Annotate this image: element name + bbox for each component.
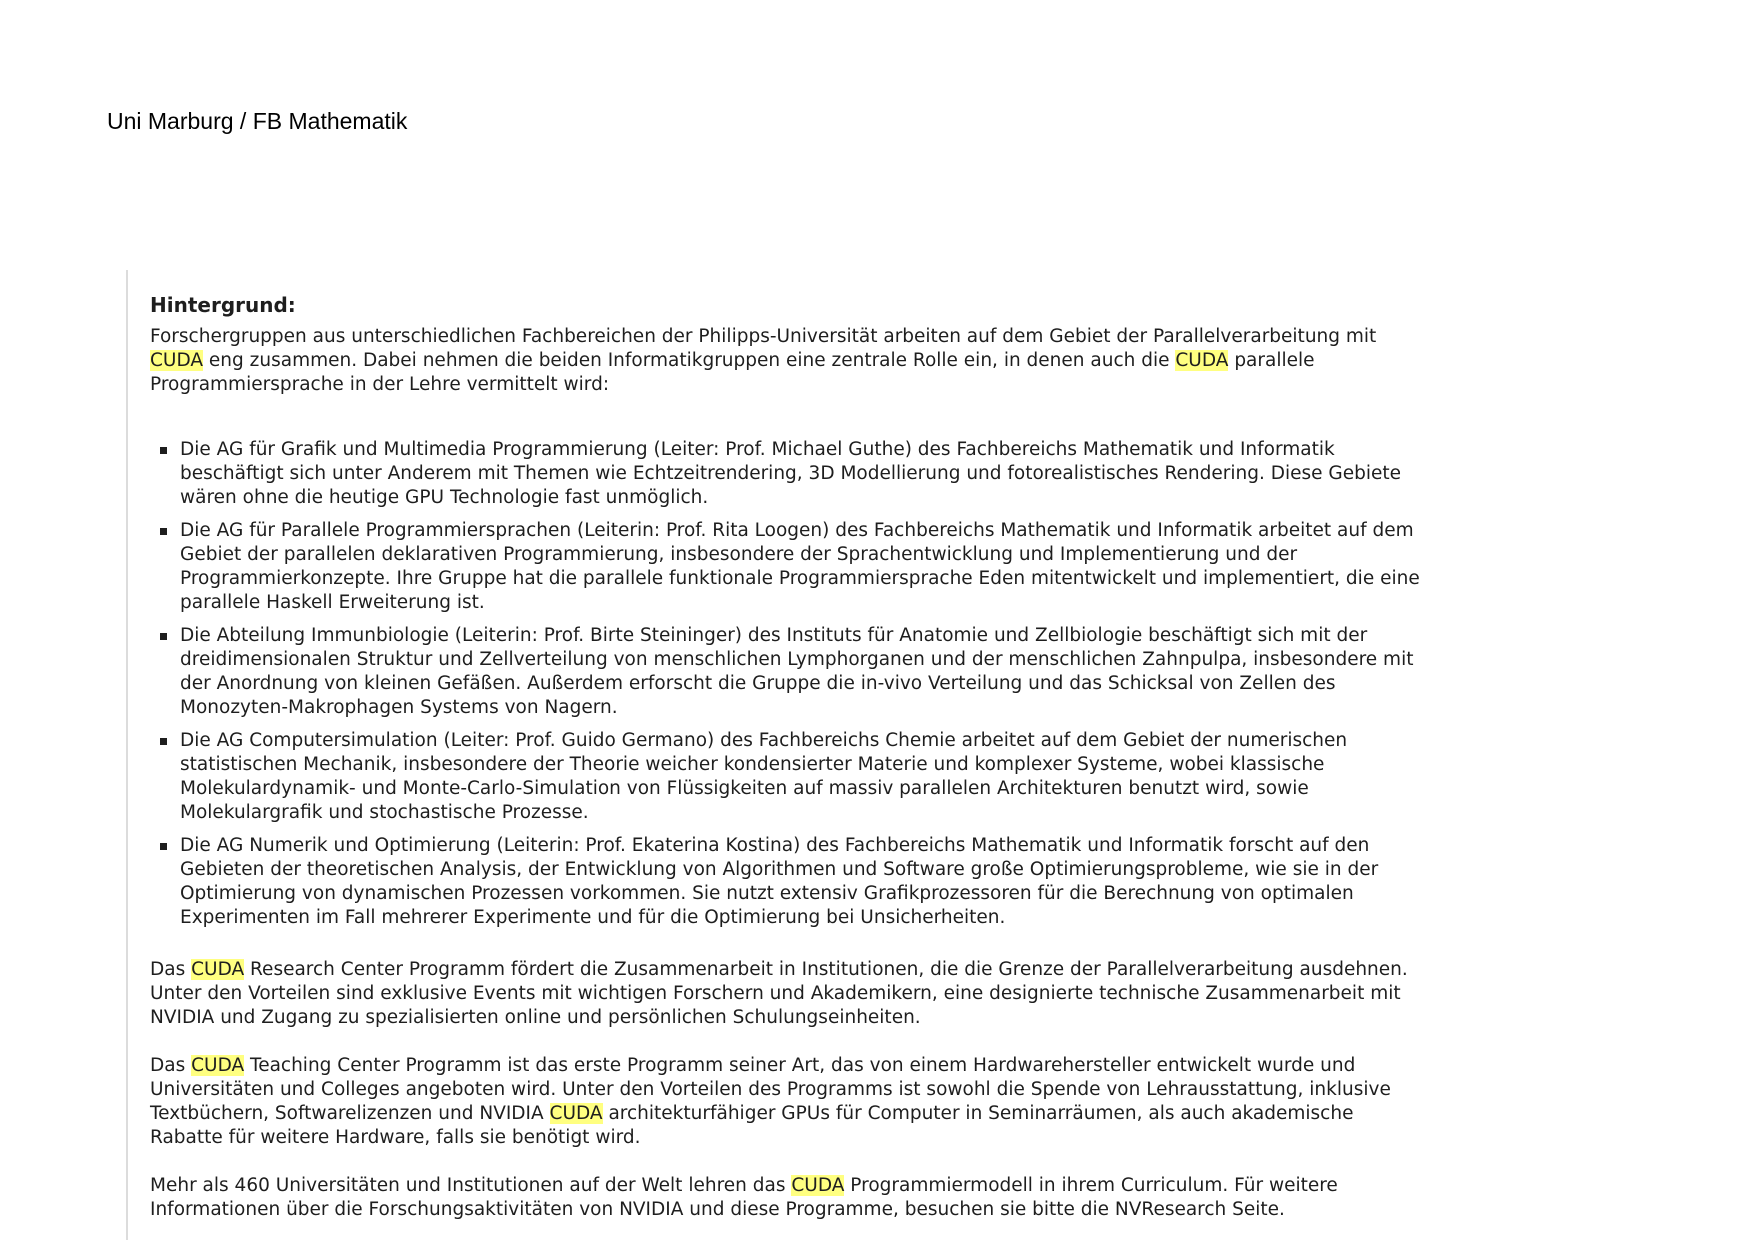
text-run: Programmiermodell in ihrem Curriculum. Für weitere Informationen über die Forschungsaktivitäten von NVIDIA und diese Programme, besuchen sie bitte die NVResearch Seite. bbox=[150, 1175, 1338, 1220]
list-item bbox=[150, 624, 1520, 720]
text-run: Research Center Programm fördert die Zusammenarbeit in Institutionen, die die Grenze der Parallelverarbeitung ausdehnen. Unter den Vorteilen sind exklusive Events mit wichtigen Forschern und Akademikern, eine designierte technische Zusammenarbeit mit NVIDIA und Zugang zu spezialisierten online und persönlichen Schulungseinheiten. bbox=[150, 959, 1408, 1028]
text-run: architekturfähiger GPUs für Computer in Seminarräumen, als auch akademische Rabatte für weitere Hardware, falls sie benötigt wird. bbox=[150, 1103, 1354, 1148]
bullet-square-icon bbox=[160, 633, 167, 640]
content-frame bbox=[126, 270, 1528, 1240]
text-run: Das bbox=[150, 1055, 192, 1076]
page-header: Uni Marburg / FB Mathematik bbox=[107, 108, 408, 134]
section-heading: Hintergrund: bbox=[150, 293, 296, 317]
research-center-paragraph bbox=[150, 958, 1520, 1030]
list-item-text: Die AG für Grafik und Multimedia Programmierung (Leiter: Prof. Michael Guthe) des Fachbereichs Mathematik und Informatik beschäftigt sich unter Anderem mit Themen wie Echtzeitrendering, 3D Modellierung und fotorealistisches Rendering. Diese Gebiete wären ohne die heutige GPU Technologie fast unmöglich. bbox=[180, 439, 1401, 508]
list-item-text: Die AG Numerik und Optimierung (Leiterin: Prof. Ekaterina Kostina) des Fachbereichs Mathematik und Informatik forscht auf den Gebieten der theoretischen Analysis, der Entwicklung von Algorithmen und Software große Optimierungsprobleme, wie sie in der Optimierung von dynamischen Prozessen vorkommen. Sie nutzt extensiv Grafikprozessoren für die Berechnung von optimalen Experimenten im Fall mehrerer Experimente und für die Optimierung bei Unsicherheiten. bbox=[180, 835, 1379, 928]
text-run: Teaching Center Programm ist das erste Programm seiner Art, das von einem Hardwarehersteller entwickelt wurde und Universitäten und Colleges angeboten wird. Unter den Vorteilen des Programms ist sowohl die Spende von Lehrausstattung, inklusive Textbüchern, Softwarelizenzen und NVIDIA bbox=[150, 1055, 1391, 1124]
list-item bbox=[150, 729, 1520, 825]
highlighted-term: CUDA bbox=[150, 350, 204, 371]
intro-paragraph bbox=[150, 325, 1520, 397]
teaching-center-paragraph bbox=[150, 1054, 1520, 1150]
list-item bbox=[150, 438, 1520, 510]
highlighted-term: CUDA bbox=[791, 1175, 845, 1196]
list-item-text: Die AG für Parallele Programmiersprachen (Leiterin: Prof. Rita Loogen) des Fachbereichs Mathematik und Informatik arbeitet auf dem Gebiet der parallelen deklarativen Programmierung, insbesondere der Sprachentwicklung und Implementierung und der Programmierkonzepte. Ihre Gruppe hat die parallele funktionale Programmiersprache Eden mitentwickelt und implementiert, die eine parallele Haskell Erweiterung ist. bbox=[180, 520, 1420, 613]
text-run: Forschergruppen aus unterschiedlichen Fachbereichen der Philipps-Universität arbeiten auf dem Gebiet der Parallelverarbeitung mit bbox=[150, 326, 1377, 347]
list-item-text: Die Abteilung Immunbiologie (Leiterin: Prof. Birte Steininger) des Instituts für Anatomie und Zellbiologie beschäftigt sich mit der dreidimensionalen Struktur und Zellverteilung von menschlichen Lymphorganen und der menschlichen Zahnpulpa, insbesondere mit der Anordnung von kleinen Gefäßen. Außerdem erforscht die Gruppe die in-vivo Verteilung und das Schicksal von Zellen des Monozyten-Makrophagen Systems von Nagern. bbox=[180, 625, 1414, 718]
bullet-list bbox=[150, 438, 1520, 930]
highlighted-term: CUDA bbox=[549, 1103, 603, 1124]
curriculum-paragraph bbox=[150, 1174, 1520, 1222]
bullet-square-icon bbox=[160, 528, 167, 535]
text-run: Das bbox=[150, 959, 192, 980]
list-item bbox=[150, 834, 1520, 930]
text-run: Mehr als 460 Universitäten und Institutionen auf der Welt lehren das bbox=[150, 1175, 792, 1196]
bullet-square-icon bbox=[160, 843, 167, 850]
text-run: eng zusammen. Dabei nehmen die beiden Informatikgruppen eine zentrale Rolle ein, in denen auch die bbox=[203, 350, 1176, 371]
highlighted-term: CUDA bbox=[191, 1055, 245, 1076]
list-item-text: Die AG Computersimulation (Leiter: Prof. Guido Germano) des Fachbereichs Chemie arbeitet auf dem Gebiet der numerischen statistischen Mechanik, insbesondere der Theorie weicher kondensierter Materie und komplexer Systeme, wobei klassische Molekulardynamik- und Monte-Carlo-Simulation von Flüssigkeiten auf massiv parallelen Architekturen benutzt wird, sowie Molekulargrafik und stochastische Prozesse. bbox=[180, 730, 1348, 823]
bullet-square-icon bbox=[160, 447, 167, 454]
bullet-square-icon bbox=[160, 738, 167, 745]
list-item bbox=[150, 519, 1520, 615]
text-run: parallele Programmiersprache in der Lehre vermittelt wird: bbox=[150, 350, 1315, 395]
content-body bbox=[150, 292, 1520, 1222]
highlighted-term: CUDA bbox=[1175, 350, 1229, 371]
highlighted-term: CUDA bbox=[191, 959, 245, 980]
